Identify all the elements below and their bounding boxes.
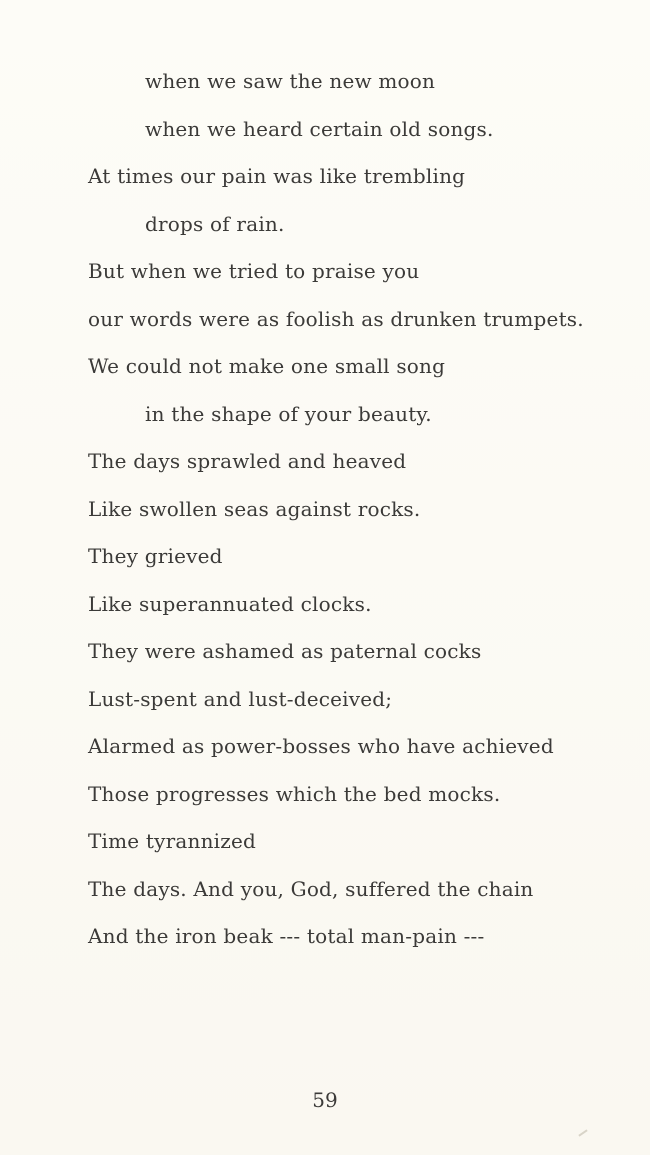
poem-line: They were ashamed as paternal cocks: [88, 639, 482, 663]
poem-line: in the shape of your beauty.: [145, 401, 432, 426]
paper-speck: [578, 1129, 587, 1136]
poem-line: our words were as foolish as drunken trumpets.: [88, 306, 584, 331]
poem-line: We could not make one small song: [88, 354, 446, 378]
poem-line: They grieved: [88, 544, 223, 568]
poem-line: At times our pain was like trembling: [88, 164, 466, 188]
poem-line: Like superannuated clocks.: [88, 591, 372, 616]
poem-line: Alarmed as power-bosses who have achieved: [88, 734, 554, 758]
poem-line: Time tyrannized: [88, 829, 257, 853]
poem-line: Lust-spent and lust-deceived;: [88, 686, 393, 711]
poem-line: drops of rain.: [145, 211, 285, 236]
poem-line: But when we tried to praise you: [88, 259, 420, 283]
poem-line: The days sprawled and heaved: [88, 449, 407, 473]
poem-line: The days. And you, God, suffered the chain: [88, 876, 534, 901]
poem-line: when we heard certain old songs.: [145, 116, 494, 141]
poem-text: [88, 58, 638, 961]
page-number: 59: [312, 1088, 338, 1112]
poem-line: Those progresses which the bed mocks.: [88, 781, 501, 806]
poem-line: Like swollen seas against rocks.: [88, 496, 421, 521]
poem-line: when we saw the new moon: [145, 69, 436, 93]
poem-line: And the iron beak --- total man-pain ---: [88, 924, 485, 948]
